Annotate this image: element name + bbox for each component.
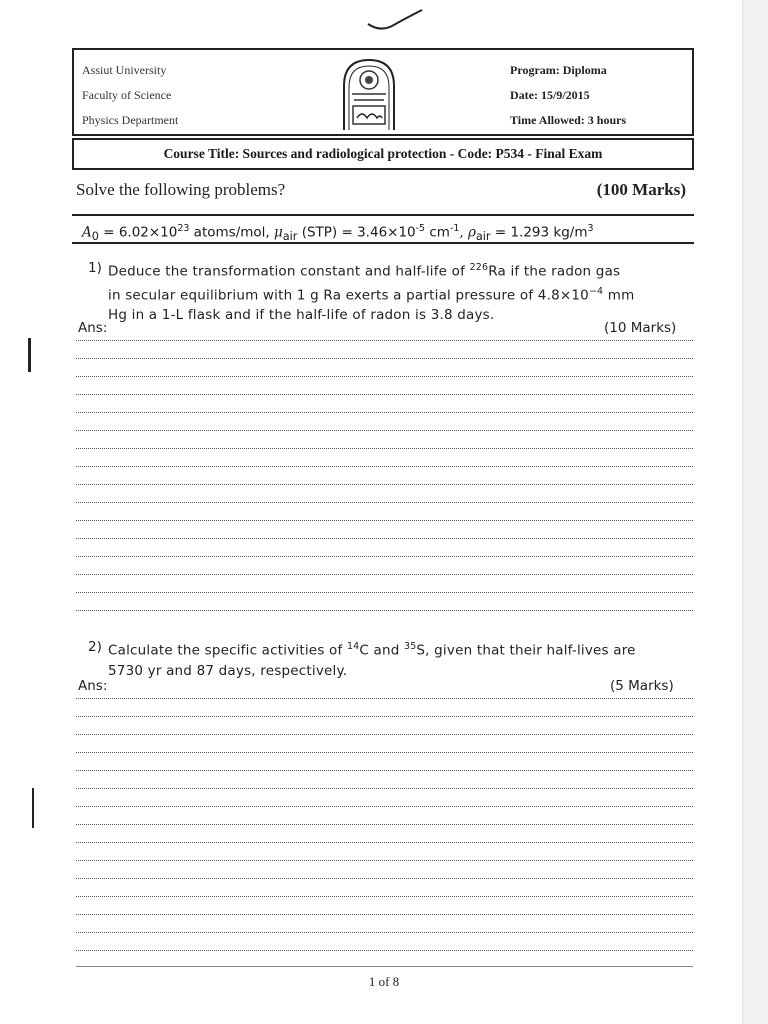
- answer-line: [76, 752, 693, 753]
- answer-line: [76, 896, 693, 897]
- answer-line: [76, 430, 693, 431]
- answer-line: [76, 860, 693, 861]
- answer-line: [76, 842, 693, 843]
- header-institution: [82, 58, 178, 133]
- carbon-mass-number: 14: [346, 641, 360, 652]
- answer-line: [76, 466, 693, 467]
- exam-header: [72, 48, 694, 136]
- rho-symbol: , ρ: [459, 224, 476, 241]
- avogadro-exponent: 23: [177, 223, 190, 234]
- question-2-marks: (5 Marks): [610, 678, 674, 694]
- answer-line: [76, 788, 693, 789]
- question-1-text: [108, 258, 634, 325]
- page-edge-shadow: [742, 0, 768, 1024]
- answer-line: [76, 448, 693, 449]
- answer-line: [76, 520, 693, 521]
- mu-symbol: μ: [273, 224, 283, 241]
- footer-rule: [76, 966, 693, 967]
- question-1-answer-label: Ans:: [78, 320, 108, 336]
- question-2-line-1-mid: C and: [359, 642, 404, 659]
- program: Program: Diploma: [510, 63, 607, 77]
- question-1-marks: (10 Marks): [604, 320, 677, 336]
- question-2-number: 2): [88, 639, 102, 655]
- university-logo-icon: [336, 56, 402, 132]
- question-1-line-2: [108, 282, 634, 306]
- question-1-number: 1): [88, 260, 102, 276]
- instructions: Solve the following problems?: [76, 180, 286, 199]
- question-2-line-1-text: Calculate the specific activities of: [108, 642, 347, 659]
- answer-line: [76, 698, 693, 699]
- answer-line: [76, 734, 693, 735]
- answer-line: [76, 538, 693, 539]
- avogadro-value: = 6.02×10: [98, 224, 178, 241]
- avogadro-symbol: A: [82, 224, 92, 241]
- department-name: Physics Department: [82, 113, 179, 127]
- question-1-line-2-end: mm: [603, 287, 635, 303]
- answer-line: [76, 770, 693, 771]
- rho-value: = 1.293 kg/m: [490, 224, 588, 241]
- answer-line: [76, 340, 693, 341]
- question-1-line-1-text: Deduce the transformation constant and half-life of: [108, 263, 470, 280]
- course-title: Course Title: Sources and radiological protection - Code: P534 - Final Exam: [72, 138, 694, 170]
- answer-line: [76, 806, 693, 807]
- pressure-exponent: −4: [588, 285, 604, 297]
- mu-unit: cm: [425, 224, 450, 241]
- rho-subscript: air: [475, 230, 491, 244]
- faculty-name: Faculty of Science: [82, 88, 172, 102]
- answer-line: [76, 950, 693, 951]
- time-allowed: Time Allowed: 3 hours: [510, 113, 627, 127]
- page-number: 1 of 8: [368, 974, 400, 989]
- question-2-line-2: 5730 yr and 87 days, respectively.: [108, 662, 348, 679]
- answer-line: [76, 574, 693, 575]
- question-1-line-3: Hg in a 1-L flask and if the half-life of radon is 3.8 days.: [108, 307, 495, 323]
- question-1-line-1-end: Ra if the radon gas: [488, 263, 621, 280]
- rho-exponent: 3: [587, 223, 594, 234]
- question-1-line-1: [108, 258, 634, 282]
- answer-line: [76, 376, 693, 377]
- answer-line: [76, 358, 693, 359]
- answer-line: [76, 394, 693, 395]
- question-1-line-2-text: in secular equilibrium with 1 g Ra exerts a partial pressure of 4.8×10: [108, 287, 589, 303]
- mu-exponent: -5: [415, 223, 426, 234]
- answer-line: [76, 592, 693, 593]
- check-mark-icon: [366, 6, 426, 34]
- university-name: Assiut University: [82, 63, 167, 77]
- scan-mark: [28, 338, 31, 372]
- sulfur-mass-number: 35: [403, 641, 417, 652]
- mu-value: (STP) = 3.46×10: [297, 224, 416, 241]
- answer-line: [76, 824, 693, 825]
- question-2-answer-label: Ans:: [78, 678, 108, 694]
- answer-line: [76, 556, 693, 557]
- answer-line: [76, 502, 693, 503]
- mu-subscript: air: [282, 230, 298, 244]
- avogadro-subscript: 0: [91, 230, 99, 244]
- answer-line: [76, 932, 693, 933]
- answer-line: [76, 716, 693, 717]
- answer-line: [76, 412, 693, 413]
- answer-line: [76, 878, 693, 879]
- question-2-line-1: [108, 637, 636, 661]
- mu-unit-exponent: -1: [449, 223, 460, 234]
- radium-mass-number: 226: [469, 262, 489, 273]
- answer-line: [76, 610, 693, 611]
- header-exam-info: [510, 58, 626, 133]
- avogadro-unit: atoms/mol,: [189, 224, 274, 241]
- question-2-text: [108, 637, 636, 681]
- scan-mark: [32, 788, 34, 828]
- question-2-line-1-end: S, given that their half-lives are: [416, 642, 636, 659]
- total-marks: (100 Marks): [596, 180, 686, 199]
- exam-date: Date: 15/9/2015: [510, 88, 590, 102]
- constants-bar: [72, 214, 694, 244]
- answer-line: [76, 914, 693, 915]
- answer-line: [76, 484, 693, 485]
